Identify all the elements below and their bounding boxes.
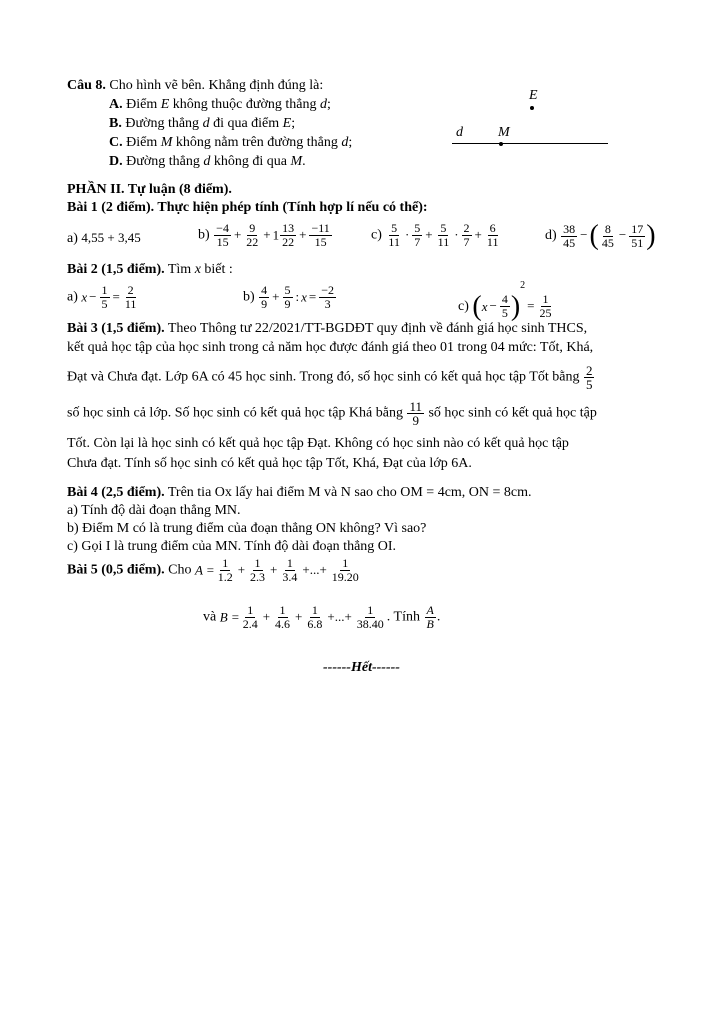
point-e [530,106,534,110]
bai3-line3: Đạt và Chưa đạt. Lớp 6A có 45 học sinh. Trong đó, số học sinh có kết quả học tập Tốt bằng $\frac{2}{5}$ [67,363,593,392]
bai3-line5: Tốt. Còn lại là học sinh có kết quả học tập Đạt. Không có học sinh nào có kết quả học tập [67,436,569,451]
point-m-label: M [498,125,510,140]
end-marker: ------Hết------ [323,660,400,675]
cau8-prompt: Cho hình vẽ bên. Khẳng định đúng là: [109,78,324,93]
cau8-option-b[interactable]: B. Đường thẳng d đi qua điểm E; [109,116,296,131]
bai1-title: Bài 1 (2 điểm). Thực hiện phép tính (Tính hợp lí nếu có thể): [67,200,428,215]
bai4-b: b) Điểm M có là trung điểm của đoạn thẳng ON không? Vì sao? [67,521,427,536]
bai3-line1: Bài 3 (1,5 điểm). Theo Thông tư 22/2021/TT-BGDĐT quy định về đánh giá học sinh THCS, [67,321,588,336]
bai2-c: c) (x − $\frac{4}{5}$ )$^2$= $\frac{1}{25}$ [458,280,552,322]
cau8-option-c[interactable]: C. Điểm M không nằm trên đường thẳng d; [109,135,353,150]
bai1-c: c) $\frac{5}{11}$ · $\frac{5}{7}$ + $\frac{5}{11}$ · $\frac{2}{7}$ + $\frac{6}{11}$ [371,221,499,249]
bai2-b: b) $\frac{4}{9}$ + $\frac{5}{9}$ : x = $\frac{-2}{3}$ [243,283,335,311]
bai5-b: và B = $\frac{1}{2.4}$ + $\frac{1}{4.6}$ + $\frac{1}{6.8}$ +...+ $\frac{1}{38.40}$ . Tính $\frac{A}{B}$ . [203,603,441,631]
bai2-title: Bài 2 (1,5 điểm). Tìm x biết : [67,262,233,277]
cau8-title: Câu 8. [67,78,106,93]
line-d [452,143,608,144]
bai1-a: a) 4,55 + 3,45 [67,230,141,246]
bai4-a: a) Tính độ dài đoạn thẳng MN. [67,503,241,518]
bai1-b: b) $\frac{-4}{15}$ + $\frac{9}{22}$ + 1 $\frac{13}{22}$ + $\frac{-11}{15}$ [198,221,330,249]
bai3-line6: Chưa đạt. Tính số học sinh có kết quả học tập Tốt, Khá, Đạt của lớp 6A. [67,456,472,471]
bai4-intro: Bài 4 (2,5 điểm). Trên tia Ox lấy hai điểm M và N sao cho OM = 4cm, ON = 8cm. [67,485,532,500]
cau8-option-a[interactable]: A. Điểm E không thuộc đường thẳng d; [109,97,331,112]
cau8-question [67,78,323,94]
part2-heading: PHẦN II. Tự luận (8 điểm). [67,182,232,197]
cau8-option-d[interactable]: D. Đường thẳng d không đi qua M. [109,154,306,169]
point-e-label: E [529,88,538,103]
bai1-d: d) $\frac{38}{45}$ −( $\frac{8}{45}$ − $\frac{17}{51}$ ) [545,220,656,251]
point-m [499,142,503,146]
bai4-c: c) Gọi I là trung điểm của MN. Tính độ dài đoạn thẳng OI. [67,539,397,554]
bai3-line4: số học sinh cả lớp. Số học sinh có kết quả học tập Khá bằng $\frac{11}{9}$ số học sinh có kết quả học tập [67,399,597,428]
bai5-a: Bài 5 (0,5 điểm). Cho A = $\frac{1}{1.2}$ + $\frac{1}{2.3}$ + $\frac{1}{3.4}$ +...+ $\frac{1}{19.20}$ [67,556,359,584]
bai2-a: a) x − $\frac{1}{5}$ = $\frac{2}{11}$ [67,283,137,311]
line-d-label: d [456,125,463,140]
bai3-line2: kết quả học tập của học sinh trong cả năm học được đánh giá theo 01 trong 04 mức: Tốt, Khá, [67,340,594,355]
